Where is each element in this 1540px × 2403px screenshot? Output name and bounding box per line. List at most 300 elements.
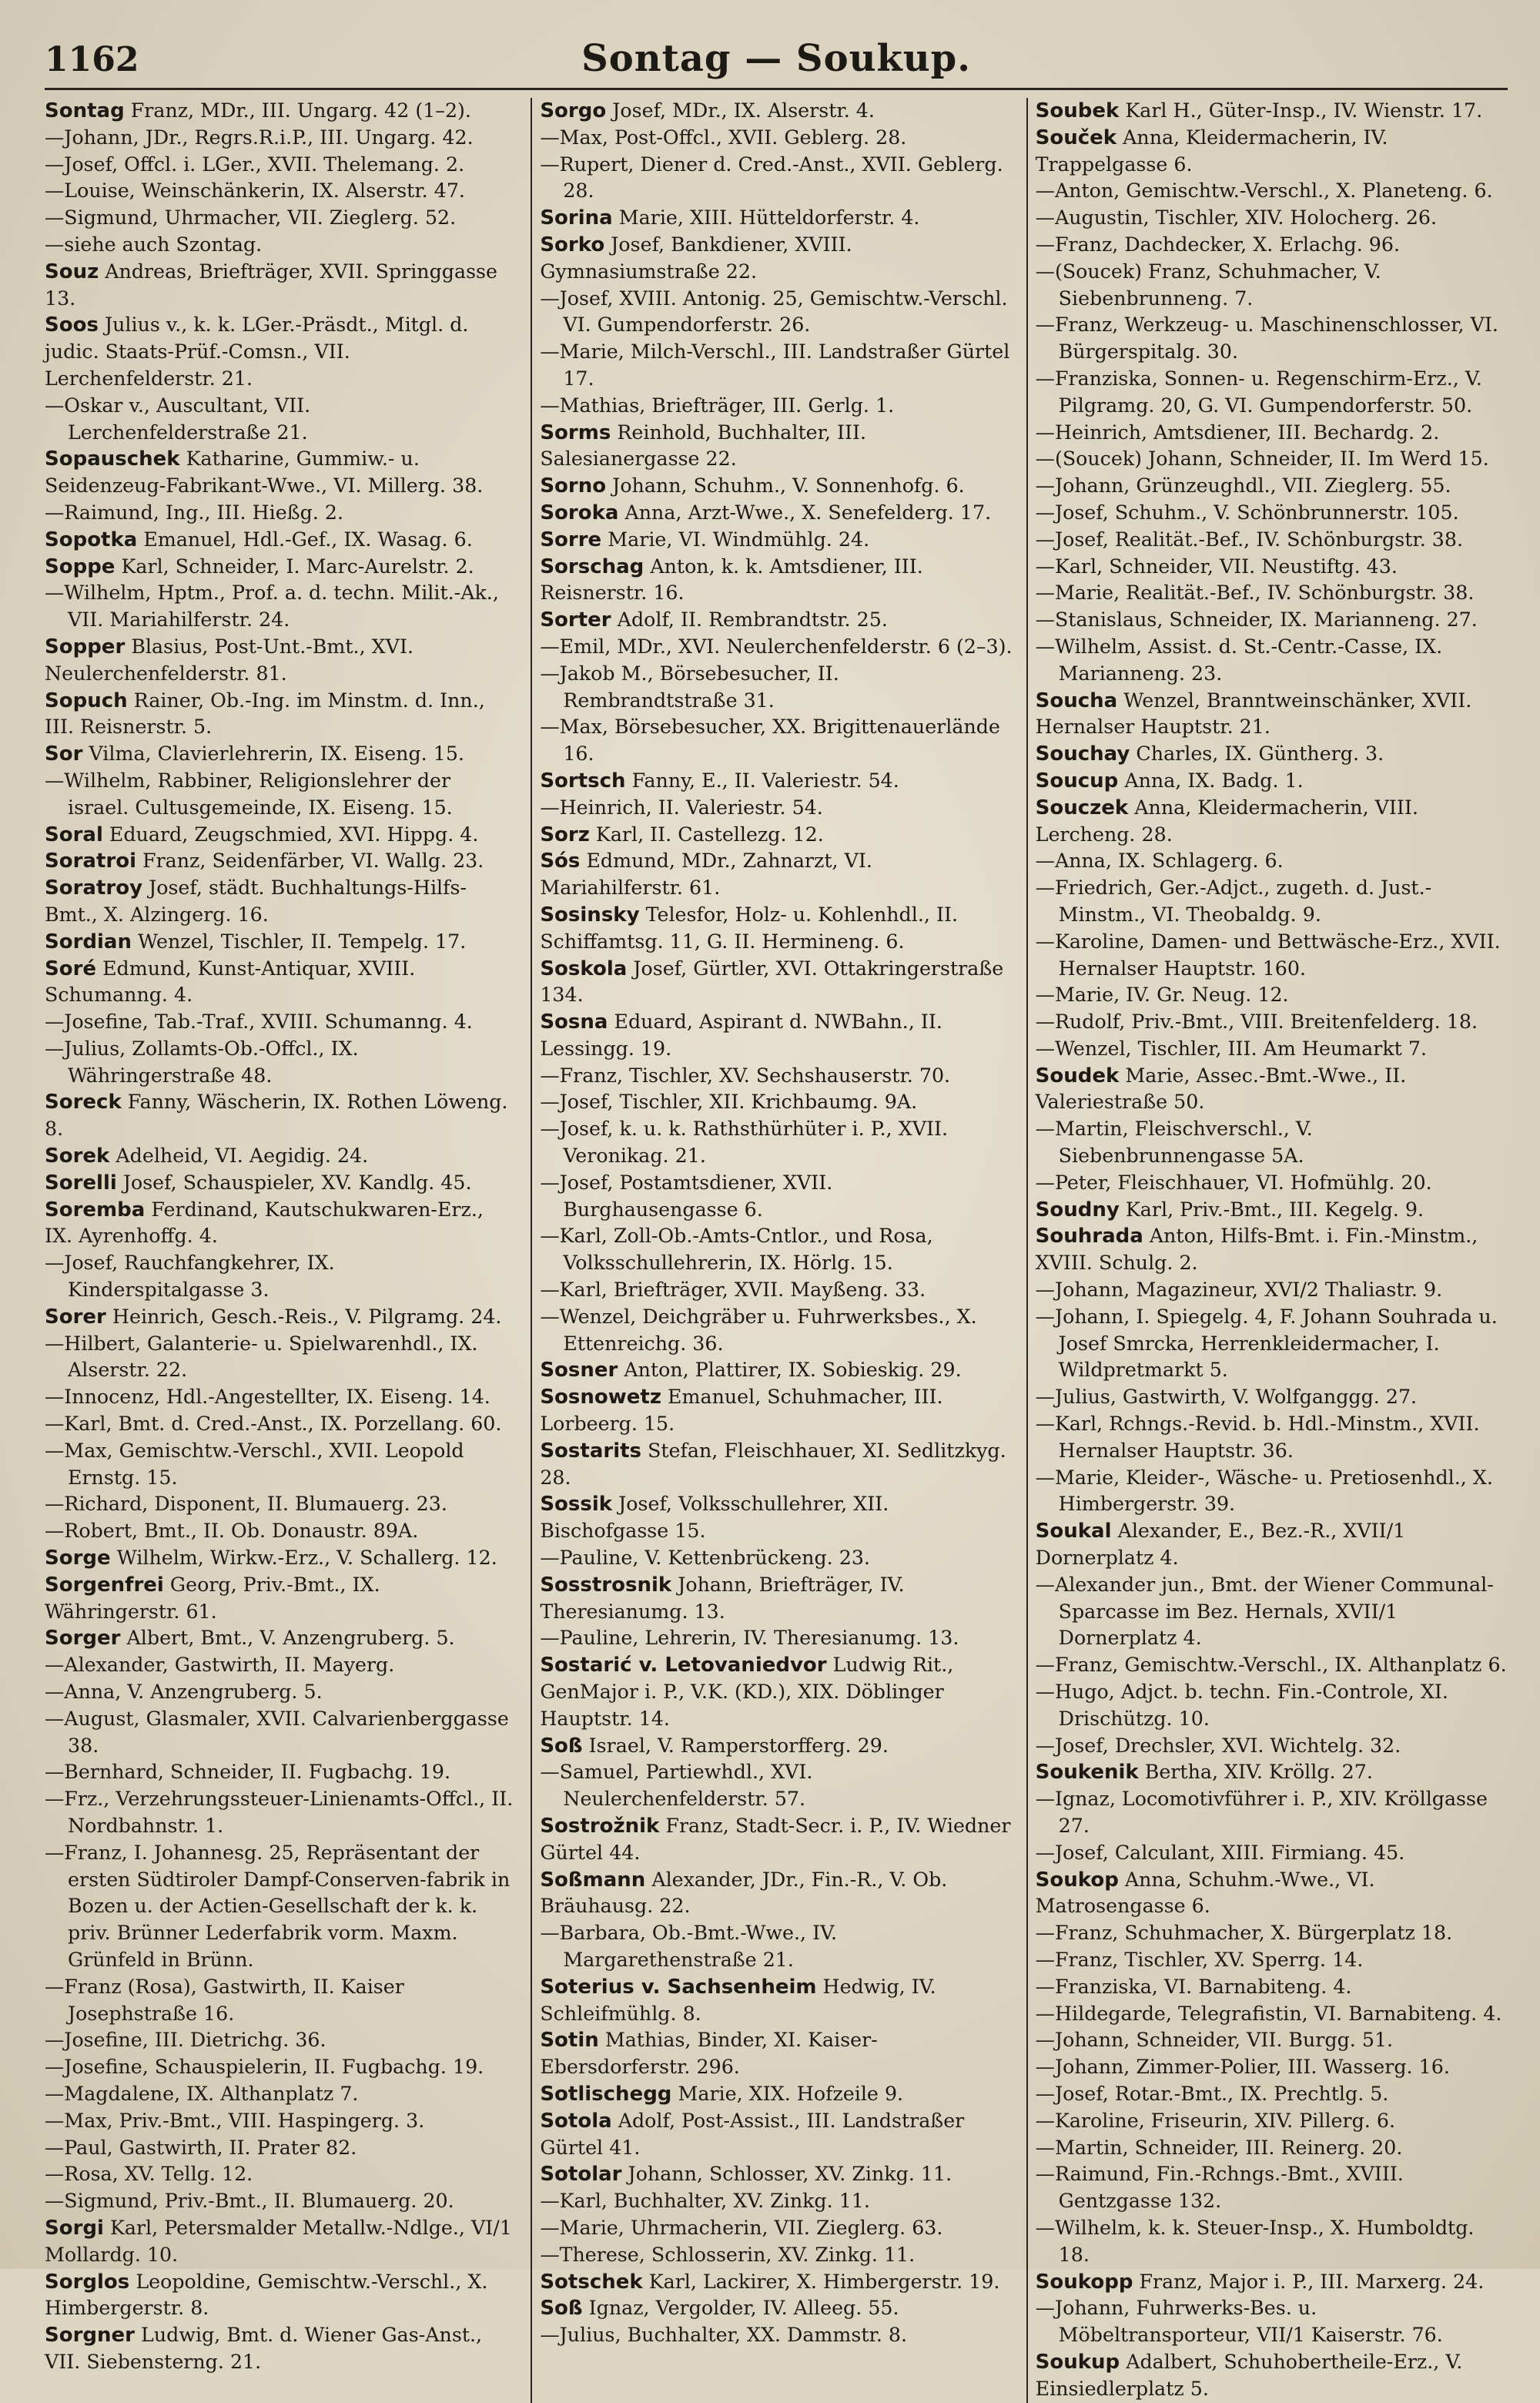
- entry-text: Josef, Volksschullehrer, XII. Bischofgasse 15.: [540, 1493, 889, 1543]
- surname: Sorge: [45, 1547, 111, 1570]
- entry-text: Ludwig Rit., GenMajor i. P., V.K. (KD.), XIX. Döblinger Hauptstr. 14.: [540, 1654, 954, 1730]
- entry-text: Johann, Schuhm., V. Sonnenhofg. 6.: [612, 474, 965, 498]
- directory-entry: [45, 1706, 517, 1760]
- directory-entry: [45, 1679, 517, 1706]
- directory-entry: [1036, 1223, 1508, 1277]
- entry-text: Julius, Gastwirth, V. Wolfganggg. 27.: [1054, 1386, 1418, 1409]
- page-header: [45, 34, 1508, 90]
- directory-entry: [540, 205, 1012, 232]
- entry-text: Franz, Tischler, XV. Sperrg. 14.: [1054, 1948, 1364, 1971]
- directory-entry: [45, 2269, 517, 2323]
- surname: Sorina: [540, 206, 613, 230]
- directory-entry: [540, 1384, 1012, 1438]
- directory-entry: [45, 1143, 517, 1170]
- surname: Sopuch: [45, 689, 128, 712]
- column-3: [1026, 98, 1508, 2403]
- directory-entry: [1036, 875, 1508, 929]
- directory-entry: [540, 473, 1012, 500]
- directory-entry: [45, 2161, 517, 2188]
- entry-text: Hildegarde, Telegrafistin, VI. Barnabiteng. 4.: [1054, 2002, 1502, 2025]
- surname: Souhrada: [1035, 1225, 1143, 1248]
- directory-entry: [1036, 205, 1508, 232]
- entry-text: Franz, Schuhmacher, X. Bürgerplatz 18.: [1054, 1922, 1453, 1945]
- entry-text: Eduard, Aspirant d. NWBahn., II. Lessingg. 19.: [540, 1010, 942, 1060]
- entry-text: Anton, Plattirer, IX. Sobieskig. 29.: [624, 1359, 962, 1382]
- surname: Soskola: [540, 957, 628, 980]
- directory-entry: [540, 768, 1012, 795]
- directory-entry: [1036, 1384, 1508, 1411]
- entry-text: Wilhelm, Rabbiner, Religionslehrer der israel. Cultusgemeinde, IX. Eiseng. 15.: [64, 769, 453, 819]
- directory-entry: [1036, 420, 1508, 447]
- directory-entry: [1036, 580, 1508, 607]
- directory-entry: [45, 2108, 517, 2135]
- surname: Sotin: [540, 2029, 599, 2053]
- directory-entry: [45, 2322, 517, 2376]
- directory-entry: [45, 2215, 517, 2269]
- entry-text: Fanny, Wäscherin, IX. Rothen Löweng. 8.: [45, 1091, 508, 1141]
- directory-entry: [45, 2188, 517, 2215]
- directory-entry: [1036, 2161, 1508, 2215]
- entry-text: Ferdinand, Kautschukwaren-Erz., IX. Ayrenhoffg. 4.: [45, 1198, 484, 1248]
- entry-text: Emanuel, Hdl.-Gef., IX. Wasag. 6.: [143, 528, 473, 551]
- entry-text: Richard, Disponent, II. Blumauerg. 23.: [64, 1493, 447, 1516]
- entry-text: Josef, Tischler, XII. Krichbaumg. 9A.: [559, 1091, 918, 1114]
- entry-text: Peter, Fleischhauer, VI. Hofmühlg. 20.: [1054, 1171, 1432, 1194]
- surname: Sontag: [45, 99, 125, 122]
- directory-entry: [540, 848, 1012, 902]
- directory-entry: [540, 420, 1012, 474]
- entry-text: Bertha, XIV. Kröllg. 27.: [1144, 1761, 1373, 1784]
- entry-text: Josefine, III. Dietrichg. 36.: [64, 2029, 326, 2052]
- directory-entry: [1036, 446, 1508, 473]
- directory-entry: [1036, 125, 1508, 179]
- entry-text: Franziska, Sonnen- u. Regenschirm-Erz., V. Pilgramg. 20, G. VI. Gumpendorferstr. 50.: [1054, 367, 1482, 417]
- entry-text: Heinrich, Amtsdiener, III. Bechardg. 2.: [1054, 421, 1440, 444]
- entry-text: Marie, XIII. Hütteldorferstr. 4.: [618, 206, 920, 230]
- entry-text: Anna, Schuhm.-Wwe., VI. Matrosengasse 6.: [1035, 1868, 1375, 1918]
- surname: Sosna: [540, 1010, 608, 1034]
- entry-text: Josefine, Schauspielerin, II. Fugbachg. 19.: [64, 2056, 484, 2079]
- entry-text: Frz., Verzehrungssteuer-Linienamts-Offcl., II. Nordbahnstr. 1.: [64, 1788, 514, 1837]
- directory-entry: [45, 2135, 517, 2162]
- directory-entry: [540, 2027, 1012, 2081]
- directory-entry: [45, 1009, 517, 1036]
- directory-entry: [45, 1518, 517, 1545]
- surname: Sorelli: [45, 1171, 117, 1195]
- entry-text: Ignaz, Vergolder, IV. Alleeg. 55.: [588, 2297, 899, 2320]
- entry-text: Max, Gemischtw.-Verschl., XVII. Leopold Ernstg. 15.: [64, 1439, 464, 1489]
- entry-text: Josef, Schuhm., V. Schönbrunnerstr. 105.: [1054, 501, 1459, 524]
- directory-entry: [540, 2242, 1012, 2269]
- entry-text: Bernhard, Schneider, II. Fugbachg. 19.: [64, 1761, 451, 1784]
- directory-entry: [540, 2081, 1012, 2108]
- entry-text: Martin, Schneider, III. Reinerg. 20.: [1054, 2136, 1403, 2159]
- entry-text: Franziska, VI. Barnabiteng. 4.: [1054, 1975, 1352, 1998]
- directory-entry: [540, 795, 1012, 822]
- entry-text: Adalbert, Schuhobertheile-Erz., V. Einsiedlerplatz 5.: [1035, 2350, 1463, 2400]
- surname: Souchay: [1035, 742, 1130, 766]
- directory-entry: [540, 1304, 1012, 1358]
- surname: Soukopp: [1035, 2270, 1133, 2294]
- entry-text: Franz, MDr., III. Ungarg. 42 (1–2).: [130, 99, 471, 122]
- entry-text: Marie, Kleider-, Wäsche- u. Pretiosenhdl., X. Himbergerstr. 39.: [1054, 1466, 1493, 1516]
- surname: Sossik: [540, 1493, 613, 1517]
- entry-text: Raimund, Fin.-Rchngs.-Bmt., XVIII. Gentzgasse 132.: [1054, 2163, 1404, 2213]
- surname: Sorglos: [45, 2270, 130, 2294]
- directory-entry: [1036, 2108, 1508, 2135]
- directory-entry: [540, 822, 1012, 849]
- directory-entry: [540, 1759, 1012, 1813]
- directory-entry: [540, 232, 1012, 286]
- directory-entry: [45, 580, 517, 634]
- directory-entry: [540, 2295, 1012, 2322]
- directory-entry: [45, 1089, 517, 1143]
- entry-text: Wilhelm, k. k. Steuer-Insp., X. Humboldtg. 18.: [1054, 2216, 1475, 2266]
- entry-text: Stefan, Fleischhauer, XI. Sedlitzkyg. 28.: [540, 1439, 1006, 1489]
- directory-entry: [1036, 2001, 1508, 2028]
- entry-text: Franz, Major i. P., III. Marxerg. 24.: [1139, 2270, 1485, 2293]
- entry-text: Edmund, MDr., Zahnarzt, VI. Mariahilferstr. 61.: [540, 850, 872, 900]
- directory-entry: [1036, 1759, 1508, 1786]
- entry-text: Max, Priv.-Bmt., VIII. Haspingerg. 3.: [64, 2109, 425, 2132]
- surname: Soukenik: [1035, 1761, 1139, 1785]
- directory-entry: [45, 1572, 517, 1626]
- directory-entry: [1036, 2269, 1508, 2296]
- directory-entry: [540, 1170, 1012, 1224]
- directory-entry: [1036, 473, 1508, 500]
- directory-entry: [1036, 634, 1508, 688]
- entry-text: Johann, Grünzeughdl., VII. Zieglerg. 55.: [1054, 474, 1451, 498]
- entry-text: Karl, Schneider, VII. Neustiftg. 43.: [1054, 555, 1398, 578]
- directory-entry: [45, 1652, 517, 1679]
- directory-entry: [540, 1491, 1012, 1545]
- entry-text: Johann, Zimmer-Polier, III. Wasserg. 16.: [1054, 2056, 1450, 2079]
- entry-text: Marie, VI. Windmühlg. 24.: [608, 528, 870, 551]
- directory-entry: [540, 1974, 1012, 2028]
- entry-text: Karl, Zoll-Ob.-Amts-Cntlor., und Rosa, Volksschullehrerin, IX. Hörlg. 15.: [559, 1225, 933, 1275]
- surname: Sopauschek: [45, 447, 180, 471]
- directory-entry: [1036, 1652, 1508, 1679]
- directory-entry: [45, 741, 517, 768]
- directory-entry: [45, 1974, 517, 2028]
- directory-entry: [1036, 500, 1508, 527]
- surname: Sotolar: [540, 2163, 622, 2187]
- directory-entry: [45, 956, 517, 1010]
- directory-entry: [45, 1411, 517, 1438]
- column-2: [531, 98, 1012, 2403]
- entry-text: Andreas, Briefträger, XVII. Springgasse 13.: [45, 260, 497, 310]
- entry-text: Anton, k. k. Amtsdiener, III. Reisnerstr. 16.: [540, 555, 923, 605]
- entry-text: Anna, IX. Schlagerg. 6.: [1054, 850, 1284, 873]
- entry-text: Marie, Milch-Verschl., III. Landstraßer Gürtel 17.: [559, 340, 1010, 390]
- entry-text: Robert, Bmt., II. Ob. Donaustr. 89A.: [64, 1520, 419, 1543]
- entry-text: Josef, Realität.-Bef., IV. Schönburgstr. 38.: [1054, 528, 1464, 551]
- directory-entry: [45, 393, 517, 447]
- directory-entry: [1036, 1518, 1508, 1572]
- directory-entry: [1036, 1786, 1508, 1840]
- directory-entry: [1036, 1733, 1508, 1760]
- surname: Souczek: [1035, 796, 1129, 819]
- entry-text: Emil, MDr., XVI. Neulerchenfelderstr. 6 (2–3).: [559, 635, 1013, 658]
- directory-entry: [45, 1250, 517, 1304]
- surname: Sosstrosnik: [540, 1573, 672, 1597]
- directory-entry: [540, 1223, 1012, 1277]
- surname: Soos: [45, 313, 99, 337]
- directory-entry: [1036, 1304, 1508, 1384]
- entry-text: Karl, Buchhalter, XV. Zinkg. 11.: [559, 2190, 870, 2213]
- directory-entry: [1036, 554, 1508, 581]
- surname: Sorer: [45, 1305, 106, 1329]
- entry-text: Anna, IX. Badg. 1.: [1124, 769, 1304, 792]
- entry-text: Jakob M., Börsebesucher, II. Rembrandtstraße 31.: [559, 662, 839, 712]
- surname: Soratroi: [45, 850, 136, 873]
- directory-entry: [1036, 98, 1508, 125]
- entry-text: Anna, Kleidermacherin, VIII. Lercheng. 28.: [1035, 796, 1418, 846]
- surname: Sorschag: [540, 555, 644, 578]
- entry-text: Wilhelm, Hptm., Prof. a. d. techn. Milit.-Ak., VII. Mariahilferstr. 24.: [64, 581, 499, 632]
- directory-entry: [540, 152, 1012, 206]
- directory-entry: [45, 634, 517, 688]
- entry-text: Josef, Drechsler, XVI. Wichtelg. 32.: [1054, 1734, 1401, 1757]
- directory-entry: [1036, 1036, 1508, 1063]
- entry-text: Emanuel, Schuhmacher, III. Lorbeerg. 15.: [540, 1386, 943, 1436]
- directory-entry: [45, 768, 517, 822]
- directory-entry: [45, 929, 517, 956]
- entry-text: Hilbert, Galanterie- u. Spielwarenhdl., IX. Alserstr. 22.: [64, 1332, 478, 1382]
- surname: Soß: [540, 1734, 583, 1758]
- entry-text: Karl, II. Castellezg. 12.: [595, 823, 824, 846]
- surname: Sostrožnik: [540, 1815, 660, 1838]
- surname: Sostarić v. Letovaniedvor: [540, 1654, 827, 1677]
- entry-text: Telesfor, Holz- u. Kohlenhdl., II. Schiffamtsg. 11, G. II. Hermineng. 6.: [540, 903, 958, 953]
- directory-entry: [540, 339, 1012, 393]
- directory-entry: [1036, 232, 1508, 259]
- directory-entry: [540, 1572, 1012, 1626]
- entry-text: Johann, JDr., Regrs.R.i.P., III. Ungarg. 42.: [64, 126, 474, 149]
- entry-text: Alexander, Gastwirth, II. Mayerg.: [64, 1654, 395, 1677]
- directory-entry: [45, 312, 517, 392]
- entry-text: Johann, Schlosser, XV. Zinkg. 11.: [628, 2163, 952, 2186]
- entry-text: Josef, Calculant, XIII. Firmiang. 45.: [1054, 1841, 1405, 1864]
- directory-entry: [45, 1170, 517, 1197]
- directory-entry: [1036, 982, 1508, 1009]
- surname: Soukal: [1035, 1520, 1112, 1543]
- surname: Sotola: [540, 2109, 612, 2133]
- entry-text: Franz, Seidenfärber, VI. Wallg. 23.: [142, 850, 484, 873]
- entry-text: (Soucek) Franz, Schuhmacher, V. Siebenbrunneng. 7.: [1054, 260, 1381, 310]
- entry-text: Karl, Bmt. d. Cred.-Anst., IX. Porzellang. 60.: [64, 1413, 502, 1436]
- directory-entry: [1036, 929, 1508, 983]
- surname: Souček: [1035, 126, 1117, 149]
- directory-entry: [540, 1357, 1012, 1384]
- directory-entry: [45, 1331, 517, 1385]
- directory-entry: [1036, 1009, 1508, 1036]
- surname: Sorno: [540, 474, 607, 498]
- entry-text: Karl H., Güter-Insp., IV. Wienstr. 17.: [1125, 99, 1483, 122]
- entry-text: Ludwig, Bmt. d. Wiener Gas-Anst., VII. Siebensterng. 21.: [45, 2324, 483, 2373]
- surname: Sor: [45, 742, 83, 766]
- directory-entry: [45, 688, 517, 742]
- entry-text: Vilma, Clavierlehrerin, IX. Eiseng. 15.: [89, 742, 464, 766]
- entry-text: Karl, Rchngs.-Revid. b. Hdl.-Minstm., XVII. Hernalser Hauptstr. 36.: [1054, 1413, 1480, 1462]
- entry-text: siehe auch Szontag.: [64, 233, 263, 256]
- directory-entry: [1036, 1679, 1508, 1733]
- directory-entry: [1036, 1867, 1508, 1921]
- entry-text: Albert, Bmt., V. Anzengruberg. 5.: [126, 1627, 455, 1650]
- entry-text: Josef, Rotar.-Bmt., IX. Prechtlg. 5.: [1054, 2082, 1389, 2105]
- directory-entry: [45, 1438, 517, 1492]
- entry-text: Rudolf, Priv.-Bmt., VIII. Breitenfelderg. 18.: [1054, 1010, 1478, 1034]
- directory-entry: [45, 259, 517, 313]
- surname: Soukop: [1035, 1868, 1119, 1892]
- entry-text: Max, Post-Offcl., XVII. Geblerg. 28.: [559, 126, 907, 149]
- entry-text: Hugo, Adjct. b. techn. Fin.-Controle, XI. Drischützg. 10.: [1054, 1681, 1448, 1730]
- directory-entry: [45, 1840, 517, 1974]
- surname: Sotlischegg: [540, 2082, 672, 2106]
- directory-entry: [540, 125, 1012, 152]
- directory-entry: [45, 875, 517, 929]
- entry-text: Josef, Postamtsdiener, XVII. Burghausengasse 6.: [559, 1171, 833, 1221]
- entry-text: Rainer, Ob.-Ing. im Minstm. d. Inn., III. Reisnerstr. 5.: [45, 689, 485, 739]
- directory-entry: [45, 446, 517, 500]
- directory-entry: [45, 1625, 517, 1652]
- entry-text: Marie, XIX. Hofzeile 9.: [678, 2082, 904, 2105]
- entry-text: Franz, Stadt-Secr. i. P., IV. Wiedner Gürtel 44.: [540, 1815, 1011, 1864]
- entry-text: Katharine, Gummiw.- u. Seidenzeug-Fabrikant-Wwe., VI. Millerg. 38.: [45, 447, 484, 498]
- directory-entry: [540, 1089, 1012, 1116]
- entry-text: Leopoldine, Gemischtw.-Verschl., X. Himbergerstr. 8.: [45, 2270, 488, 2320]
- surname: Sosnowetz: [540, 1386, 661, 1409]
- surname: Souz: [45, 260, 99, 283]
- entry-text: Wenzel, Tischler, II. Tempelg. 17.: [138, 930, 467, 953]
- entry-text: Pauline, Lehrerin, IV. Theresianumg. 13.: [559, 1627, 959, 1650]
- directory-entry: [1036, 259, 1508, 313]
- surname: Sorgo: [540, 99, 607, 122]
- directory-entry: [1036, 1277, 1508, 1304]
- directory-entry: [540, 1652, 1012, 1732]
- entry-text: Wenzel, Tischler, III. Am Heumarkt 7.: [1054, 1037, 1428, 1060]
- surname: Soroka: [540, 501, 619, 525]
- entry-text: Josef, Schauspieler, XV. Kandlg. 45.: [122, 1171, 472, 1194]
- directory-entry: [540, 714, 1012, 768]
- surname: Soratroy: [45, 876, 143, 900]
- entry-text: Julius v., k. k. LGer.-Präsdt., Mitgl. d. judic. Staats-Prüf.-Comsn., VII. Lerchenfelderstr. 21.: [45, 313, 469, 390]
- entry-text: Anton, Hilfs-Bmt. i. Fin.-Minstm., XVIII. Schulg. 2.: [1035, 1225, 1478, 1275]
- directory-entry: [540, 1009, 1012, 1063]
- surname: Sostarits: [540, 1439, 642, 1463]
- entry-text: Karoline, Friseurin, XIV. Pillerg. 6.: [1054, 2109, 1396, 2132]
- entry-text: Adolf, II. Rembrandtstr. 25.: [617, 608, 888, 632]
- entry-text: Barbara, Ob.-Bmt.-Wwe., IV. Margarethenstraße 21.: [559, 1922, 838, 1971]
- directory-entry: [45, 848, 517, 875]
- surname: Sotschek: [540, 2270, 643, 2294]
- directory-entry: [1036, 795, 1508, 849]
- entry-text: Johann, I. Spiegelg. 4, F. Johann Souhrada u. Josef Smrcka, Herrenkleidermacher, I. Wildpretmarkt 5.: [1054, 1305, 1498, 1382]
- surname: Sordian: [45, 930, 132, 953]
- directory-entry: [1036, 2295, 1508, 2349]
- running-head: Sontag — Soukup.: [581, 37, 971, 80]
- directory-entry: [540, 634, 1012, 661]
- directory-entry: [1036, 768, 1508, 795]
- directory-entry: [1036, 1411, 1508, 1465]
- directory-entry: [1036, 1063, 1508, 1117]
- entry-text: Josef, Offcl. i. LGer., XVII. Thelemang. 2.: [64, 152, 465, 176]
- directory-entry: [540, 1277, 1012, 1304]
- directory-entry: [45, 2054, 517, 2081]
- surname: Soterius v. Sachsenheim: [540, 1975, 817, 1999]
- entry-text: Wilhelm, Wirkw.-Erz., V. Schallerg. 12.: [116, 1547, 497, 1570]
- surname: Sorgenfrei: [45, 1573, 164, 1597]
- directory-entry: [1036, 2135, 1508, 2162]
- directory-entry: [45, 1786, 517, 1840]
- entry-text: Franz, Werkzeug- u. Maschinenschlosser, VI. Bürgerspitalg. 30.: [1054, 313, 1498, 364]
- directory-entry: [45, 822, 517, 849]
- directory-entry: [540, 527, 1012, 554]
- directory-entry: [540, 98, 1012, 125]
- surname: Soubek: [1035, 99, 1120, 122]
- entry-text: Heinrich, Gesch.-Reis., V. Pilgramg. 24.: [112, 1305, 502, 1328]
- surname: Sopper: [45, 635, 126, 659]
- directory-entry: [1036, 1116, 1508, 1170]
- entry-text: Paul, Gastwirth, II. Prater 82.: [64, 2136, 357, 2159]
- entry-text: Anna, Kleidermacherin, IV. Trappelgasse 6.: [1035, 126, 1388, 176]
- entry-text: Josef, Gürtler, XVI. Ottakringerstraße 134.: [540, 957, 1004, 1007]
- directory-entry: [1036, 2054, 1508, 2081]
- directory-entry: [540, 1920, 1012, 1974]
- entry-text: Augustin, Tischler, XIV. Holocherg. 26.: [1054, 206, 1438, 230]
- entry-text: (Soucek) Johann, Schneider, II. Im Werd 15.: [1054, 447, 1489, 471]
- directory-entry: [540, 1438, 1012, 1492]
- directory-entry: [1036, 2349, 1508, 2403]
- directory-entry: [1036, 1572, 1508, 1652]
- directory-entry: [1036, 1974, 1508, 2001]
- entry-text: Franz, I. Johannesg. 25, Repräsentant der ersten Südtiroler Dampf-Conserven-fabrik in Bozen u. der Actien-Gesellschaft der k. k. priv. Brünner Lederfabrik vorm. Maxm. Grünfeld in Brünn.: [64, 1841, 511, 1971]
- directory-entry: [45, 1036, 517, 1090]
- directory-entry: [540, 1733, 1012, 1760]
- entry-text: Sigmund, Uhrmacher, VII. Zieglerg. 52.: [64, 206, 457, 230]
- entry-text: Max, Börsebesucher, XX. Brigittenauerlände 16.: [559, 716, 1000, 766]
- surname: Soré: [45, 957, 97, 980]
- entry-text: Josef, XVIII. Antonig. 25, Gemischtw.-Verschl. VI. Gumpendorferstr. 26.: [559, 287, 1008, 337]
- directory-entry: [540, 1063, 1012, 1090]
- entry-text: Johann, Magazineur, XVI/2 Thaliastr. 9.: [1054, 1279, 1443, 1302]
- surname: Sorz: [540, 823, 590, 846]
- directory-entry: [1036, 1947, 1508, 1974]
- entry-text: Alexander jun., Bmt. der Wiener Communal-Sparcasse im Bez. Hernals, XVII/1 Dornerplatz 4.: [1054, 1573, 1494, 1650]
- entry-text: Marie, Uhrmacherin, VII. Zieglerg. 63.: [559, 2216, 943, 2239]
- directory-entry: [1036, 1465, 1508, 1519]
- entry-text: Franz, Dachdecker, X. Erlachg. 96.: [1054, 233, 1401, 256]
- directory-entry: [540, 2322, 1012, 2349]
- directory-entry: [540, 554, 1012, 608]
- directory-entry: [45, 152, 517, 179]
- surname: Sortsch: [540, 769, 626, 793]
- surname: Sosner: [540, 1359, 618, 1382]
- directory-entry: [1036, 178, 1508, 205]
- entry-text: Stanislaus, Schneider, IX. Marianneng. 27.: [1054, 608, 1478, 632]
- directory-entry: [45, 527, 517, 554]
- page-number: 1162: [45, 40, 139, 79]
- directory-entry: [540, 607, 1012, 634]
- entry-text: Anton, Gemischtw.-Verschl., X. Planeteng. 6.: [1054, 179, 1493, 203]
- entry-text: Karl, Priv.-Bmt., III. Kegelg. 9.: [1125, 1198, 1424, 1221]
- directory-entry: [540, 1867, 1012, 1921]
- entry-text: Blasius, Post-Unt.-Bmt., XVI. Neulerchenfelderstr. 81.: [45, 635, 413, 685]
- entry-text: Charles, IX. Güntherg. 3.: [1136, 742, 1384, 766]
- directory-entry: [45, 2027, 517, 2054]
- entry-text: Adolf, Post-Assist., III. Landstraßer Gürtel 41.: [540, 2109, 965, 2159]
- surname: Soppe: [45, 555, 116, 578]
